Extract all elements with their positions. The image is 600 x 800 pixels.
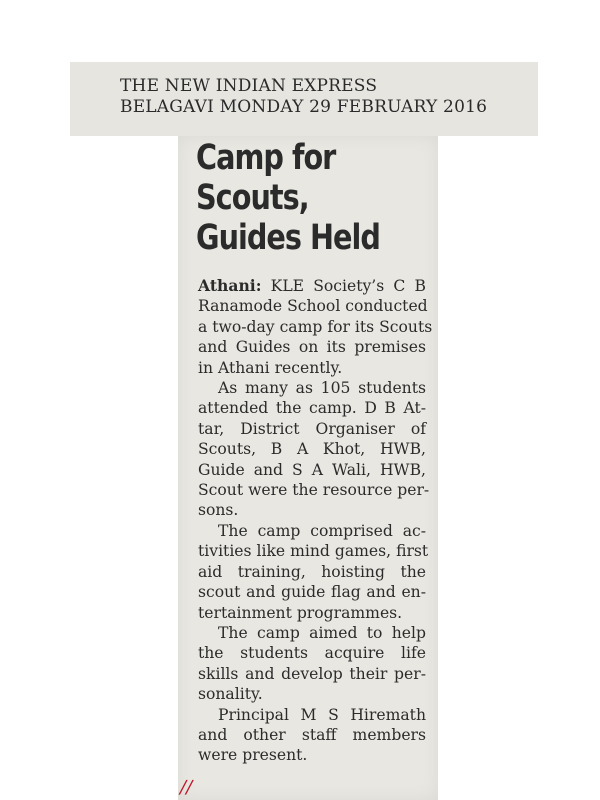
- text-line: The camp comprised ac-: [218, 521, 426, 540]
- text-line: the students acquire life: [198, 644, 426, 663]
- text-line: skills and develop their per-: [198, 664, 426, 683]
- text-line: tar, District Organiser of: [198, 419, 426, 438]
- text-line: scout and guide flag and en-: [198, 583, 426, 602]
- text-line: As many as 105 students: [218, 379, 426, 398]
- text-line: tivities like mind games, first: [198, 542, 429, 561]
- text-line: in Athani recently.: [198, 358, 343, 377]
- text-line: [198, 276, 426, 296]
- text-line: were present.: [198, 746, 308, 765]
- paragraph-2: [198, 378, 430, 521]
- article-headline: [196, 138, 385, 258]
- text-line: Scout were the resource per-: [198, 481, 430, 500]
- text-line: Principal M S Hiremath: [218, 705, 426, 724]
- text-line: sons.: [198, 501, 239, 520]
- text-line: tertainment programmes.: [198, 603, 403, 622]
- text-line: Scouts, B A Khot, HWB,: [198, 440, 426, 459]
- pen-mark: //: [177, 777, 195, 798]
- text-line: aid training, hoisting the: [198, 562, 426, 581]
- edition-date: BELAGAVI MONDAY 29 FEBRUARY 2016: [120, 97, 488, 117]
- headline-line: Guides Held: [196, 218, 380, 258]
- paragraph-5: [198, 705, 426, 766]
- text-line: attended the camp. D B At-: [198, 399, 426, 418]
- dateline: Athani:: [198, 276, 262, 295]
- paragraph-3: [198, 521, 429, 623]
- masthead: [70, 62, 538, 136]
- headline-line: Camp for: [196, 138, 336, 178]
- text-line: and Guides on its premises: [198, 338, 426, 357]
- publication-name: THE NEW INDIAN EXPRESS: [120, 76, 378, 96]
- text-line: The camp aimed to help: [218, 623, 426, 642]
- headline-line: Scouts,: [196, 178, 309, 218]
- article-body: [198, 276, 433, 766]
- text-line: and other staff members: [198, 725, 426, 744]
- text-line: a two-day camp for its Scouts: [198, 317, 433, 336]
- paragraph-1: [198, 276, 433, 378]
- text-line: sonality.: [198, 685, 263, 704]
- paragraph-4: [198, 623, 426, 705]
- text-line: Guide and S A Wali, HWB,: [198, 460, 426, 479]
- text-line: Ranamode School conducted: [198, 297, 428, 316]
- text-run: KLE Society’s C B: [261, 277, 426, 295]
